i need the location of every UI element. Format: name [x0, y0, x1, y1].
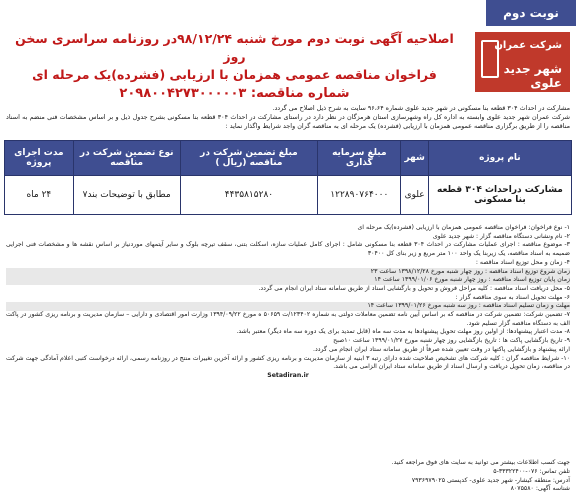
notice-title	[4, 30, 465, 104]
detail-item: مهلت و زمان تسلیم اسناد مناقصه : روز سه شنبه مورخ ۱۳۹۹/۰۱/۲۶ ساعت ۱۴	[6, 302, 570, 311]
footer-contact	[6, 459, 570, 494]
detail-item: ارائه پیشنهاد و بازگشایی پاکتها در وقت تعیین شده صرفاً از طریق سامانه ستاد ایران انجام می گردد.	[313, 345, 570, 353]
cell-duration: ۲۴ ماه	[5, 176, 74, 215]
header	[4, 30, 570, 100]
header-guarantee-type: نوع تضمین شرکت در مناقصه	[73, 141, 180, 176]
intro-paragraph-1: مشارکت در احداث ۳۰۴ قطعه بنا مسکونی در شهر جدید علوی شماره ۹۶،۶۴ سایت به شرح ذیل اصلاح می گردد.	[272, 104, 570, 112]
cell-guarantee-amount: ۴۴۳۵۸۱۵۲۸۰	[180, 176, 318, 215]
tender-details	[6, 224, 570, 381]
detail-item: ۱- نوع فراخوان: فراخوان مناقصه عمومی همزمان با ارزیابی (فشرده)یک مرحله ای	[357, 224, 570, 231]
logo-line2: شهر جدید علوی	[503, 62, 562, 90]
detail-item: ۲- نام ونشانی دستگاه مناقصه گزار : شهر جدید علوی	[432, 232, 570, 240]
title-line1: اصلاحیه آگهی نوبت دوم مورخ شنبه ۹۸/۱۲/۲۴در روزنامه سراسری سخن روز	[15, 31, 454, 64]
title-line2: فراخوان مناقصه عمومی همزمان با ارزیابی (فشرده)یک مرحله ای	[32, 67, 437, 82]
detail-item: ۴- زمان و محل توزیع اسناد مناقصه :	[475, 258, 570, 266]
footer-phone: تلفن تماس: ۰۷۶-۳۳۳۲۲۴۰۰-۵	[493, 467, 570, 475]
cell-guarantee-type: مطابق با توضیحات بند۷	[73, 176, 180, 215]
cell-city: علوی	[401, 176, 428, 215]
tender-number: شماره مناقصه: ۲۰۹۸۰۰۴۲۷۳۰۰۰۰۰۳	[119, 86, 350, 101]
detail-item: ۳- موضوع مناقصه : اجرای عملیات مشارکت در احداث ۳۰۴ قطعه بنا مسکونی شامل : اجرای کامل عملیات سازه، اسکلت بتنی، سقف تیرچه بلوک و سایر آیتمهای موردنیاز بر اساس نقشه ها و مشخصات فنی اجرایی ضمیمه به اسناد مناقصه، یک زیربنا یک واحد ۱۰۰ متر مربع و زیر بنای کل ۳۰۴۰۰	[6, 241, 570, 258]
intro-paragraph-2: شرکت عمران شهر جدید علوی وابسته به اداره کل راه وشهرسازی استان هرمزگان در نظر دارد در راستای مشارکت در احداث ۳۰۴ قطعه بنا مسکونی بشرح جدول ذیل و بر اساس مشخصات فنی منضم به اسناد مناقصه را از طریق برگزاری مناقصه عمومی همزمان با ارزیابی (فشرده) یک مرحله ای به مناقصه گران واجد شرایط واگذار نماید :	[6, 113, 570, 130]
detail-item: زمان شروع توزیع اسناد مناقصه : روز چهار شنبه مورخ ۱۳۹۸/۱۲/۲۸ ساعت ۲۳	[6, 268, 570, 277]
footer-address: آدرس: منطقه کیشار- شهر جدید علوی- کدپستی ۷۹۳۶۹۷۹۰۲۵	[411, 476, 570, 484]
footer-line: جهت کسب اطلاعات بیشتر می توانید به سایت های فوق مراجعه کنید.	[391, 459, 570, 467]
header-guarantee-amount: مبلغ تضمین شرکت در مناقصه (ریال )	[180, 141, 318, 176]
logo-line1: شرکت عمران	[494, 40, 562, 51]
tender-table	[4, 140, 572, 215]
table-row	[5, 176, 572, 215]
detail-item: ۹- تاریخ بازگشایی پاکت ها : تاریخ بازگشایی روز چهار شنبه مورخ ۱۳۹۹/۰۱/۲۷ ساعت ۱۰صبح	[333, 337, 570, 345]
header-investment: مبلغ سرمایه گذاری	[318, 141, 401, 176]
table-header-row	[5, 141, 572, 176]
company-logo	[475, 32, 570, 92]
cell-project-name: مشارکت دراحداث ۳۰۴ قطعه بنا مسکونی	[428, 176, 571, 215]
building-icon	[481, 40, 499, 78]
cell-investment: ۱۲۲۸۹۰۷۶۴۰۰۰	[318, 176, 401, 215]
detail-item: ۶- مهلت تحویل اسناد به سوی مناقصه گزار :	[455, 293, 570, 301]
header-city: شهر	[401, 141, 428, 176]
detail-item: ۱۰- شرایط مناقصه گران : کلیه شرکت های تشخیص صلاحیت شده دارای رتبه ۳ ابنیه از سازمان مدیریت و برنامه ریزی کشور و ارائه آخرین تغییرات منتج در روزنامه رسمی، ارائه درخواست کتبی اعلام آمادگی جهت شرکت در مناقصه، زمان تحویل دریافت و ارسال اسناد از طریق سامانه ستاد ایران الزامی می باشد.	[6, 354, 570, 371]
intro-text	[6, 104, 570, 131]
header-project-name: نام پروژه	[428, 141, 571, 176]
detail-item: ۷- تضمین شرکت: تضمین شرکت در مناقصه که بر اساس آیین نامه تضمین معاملات دولتی به شماره ۱۲۳۴۰۲/ت ۵۰۶۵۹ ه مورخ ۱۳۹۴/۰۹/۲۲ وزارت امور اقتصادی و دارایی – سازمان مدیریت و برنامه ریزی کشور در پاکت الف به دستگاه مناقصه گزار تسلیم شود.	[6, 311, 570, 327]
detail-item: ۸- مدت اعتبار پیشنهادها: از اولین روز مهلت تحویل پیشنهادها به مدت سه ماه (قابل تمدید برای یک دوره سه ماه دیگر) معتبر باشد.	[236, 328, 570, 336]
detail-item: ۵- محل دریافت اسناد مناقصه : کلیه مراحل فروش و تحویل و بارگشایی اسناد از طریق سامانه ستاد ایران انجام می گردد.	[258, 284, 570, 292]
detail-item: زمان پایان توزیع اسناد مناقصه : روز چهار شنبه مورخ ۱۳۹۹/۰۱/۰۶ ساعت ۱۴	[6, 276, 570, 285]
header-duration: مدت اجرای پروژه	[5, 141, 74, 176]
notice-round-tab: نوبت دوم	[486, 0, 576, 26]
footer-notice-id: شناسه آگهی: ۸۰۷۵۵۸۰	[510, 485, 570, 493]
website-link[interactable]: Setadiran.ir	[267, 371, 309, 379]
